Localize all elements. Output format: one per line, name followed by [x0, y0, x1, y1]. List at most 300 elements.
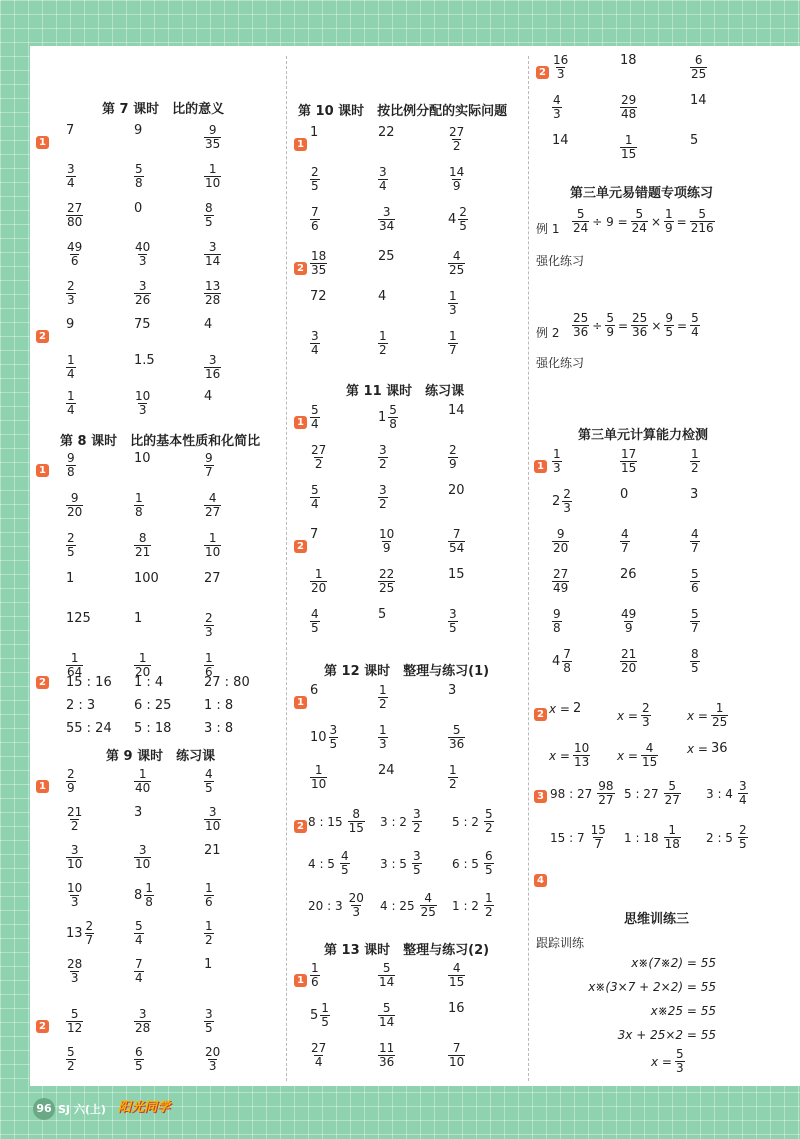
numerator: 8 [138, 531, 147, 545]
answer-value: 25 [378, 249, 395, 264]
fraction [310, 250, 327, 277]
fraction [310, 764, 327, 791]
numerator: 3 [412, 807, 421, 821]
ratio-text: 6 : 5 [452, 856, 479, 871]
ratio-text: 3 : 2 [380, 814, 407, 829]
fraction [134, 241, 151, 268]
numerator: 1 [311, 961, 319, 975]
denominator: 15 [621, 147, 637, 162]
answer-cell [204, 492, 221, 519]
answer-cell [448, 568, 465, 581]
answer-value: 14 [552, 133, 569, 148]
denominator: 7 [691, 621, 699, 636]
answer-cell [452, 850, 494, 877]
answer-value: 5 [690, 133, 699, 148]
question-number-badge: 2 [536, 66, 549, 79]
section-title: 第 9 课时 练习课 [106, 749, 216, 764]
answer-cell [66, 390, 76, 417]
question-number-badge: 3 [534, 790, 547, 803]
denominator: 15 [621, 461, 637, 476]
fraction [204, 452, 214, 479]
answer-cell [690, 448, 700, 475]
numerator: 4 [208, 491, 217, 505]
answer-cell [552, 568, 569, 595]
derivation-line: x※(3×7 + 2×2) = 55 [588, 980, 716, 994]
fraction [378, 484, 388, 511]
question-number-badge: 4 [534, 874, 547, 887]
numerator: 22 [379, 567, 395, 581]
numerator: 5 [635, 207, 644, 221]
fraction [420, 892, 437, 919]
fraction [690, 448, 700, 475]
numerator: 5 [382, 961, 391, 975]
denominator: 64 [67, 665, 83, 680]
denominator: 2 [314, 457, 323, 472]
answer-cell [552, 54, 569, 81]
answer-cell [620, 648, 637, 675]
answer-cell [378, 962, 395, 989]
derivation-line: x※(7※2) = 55 [631, 956, 716, 970]
fraction [310, 444, 327, 471]
answer-cell [448, 166, 465, 193]
denominator: 8 [145, 895, 153, 910]
answer-cell [620, 94, 637, 121]
fraction [448, 962, 465, 989]
denominator: 3 [449, 303, 457, 318]
answer-cell [134, 958, 144, 985]
answer-cell [66, 722, 112, 735]
numerator: 1 [208, 531, 217, 545]
fraction [378, 206, 395, 233]
numerator: 1 [205, 651, 213, 665]
variable-x: x = [617, 748, 638, 763]
denominator: 25 [691, 67, 707, 82]
operator: ÷ [592, 318, 603, 333]
answer-cell [204, 163, 221, 190]
question-number-badge: 2 [294, 820, 307, 833]
numerator: 14 [449, 165, 465, 179]
denominator: 8 [389, 417, 397, 432]
numerator: 9 [205, 451, 213, 465]
numerator: 98 [598, 779, 614, 793]
denominator: 3 [67, 293, 75, 308]
answer-cell [204, 241, 221, 268]
numerator: 49 [67, 240, 83, 254]
numerator: 3 [449, 607, 457, 621]
denominator: 4 [67, 176, 75, 191]
answer-cell [448, 126, 465, 153]
numerator: 1 [208, 162, 217, 176]
numerator: 10 [67, 881, 83, 895]
footer-grade-code: SJ 六(上) [58, 1103, 106, 1116]
denominator: 4 [135, 933, 143, 948]
answer-cell [378, 250, 395, 263]
fraction [388, 404, 398, 431]
fraction [664, 780, 681, 807]
numerator: 3 [379, 165, 387, 179]
denominator: 5 [738, 837, 747, 852]
fraction [620, 608, 637, 635]
answer-cell [204, 699, 233, 712]
fraction [66, 241, 83, 268]
denominator: 21 [135, 545, 151, 560]
answer-cell [310, 962, 320, 989]
numerator: 5 [452, 723, 461, 737]
numerator: 3 [329, 723, 338, 737]
denominator: 28 [205, 293, 221, 308]
question-number-badge: 1 [294, 138, 307, 151]
numerator: 3 [138, 1007, 147, 1021]
answer-cell [204, 722, 233, 735]
numerator: 21 [621, 647, 637, 661]
answer-cell [448, 528, 465, 555]
answer-value: 1 [310, 125, 319, 140]
fraction [448, 444, 458, 471]
page-number: 96 [33, 1098, 55, 1120]
numerator: 3 [379, 443, 387, 457]
answer-cell [134, 844, 151, 871]
answer-cell [134, 241, 151, 268]
denominator: 36 [573, 325, 589, 340]
fraction [711, 702, 728, 729]
answer-cell [614, 702, 651, 729]
denominator: 6 [691, 581, 699, 596]
fraction [664, 208, 674, 235]
answer-value: 4 [204, 317, 213, 332]
fraction [562, 488, 572, 515]
numerator: 2 [67, 767, 75, 781]
fraction [310, 330, 320, 357]
variable-x: x = [687, 708, 708, 723]
answer-cell [310, 250, 327, 277]
numerator: 1 [379, 329, 387, 343]
denominator: 5 [311, 179, 319, 194]
answer-cell [66, 452, 76, 479]
fraction [134, 958, 144, 985]
fraction [664, 312, 674, 339]
answer-value: 7 [66, 123, 75, 138]
numerator: 5 [311, 483, 319, 497]
answer-value: 5 : 18 [134, 721, 172, 736]
fraction [329, 724, 339, 751]
answer-cell [66, 492, 83, 519]
denominator: 15 [641, 755, 658, 770]
numerator: 20 [348, 891, 364, 905]
numerator: 1 [205, 881, 213, 895]
fraction [448, 330, 458, 357]
numerator: 5 [698, 207, 706, 221]
denominator: 3 [379, 737, 387, 752]
denominator: 25 [379, 581, 395, 596]
answer-cell [66, 676, 112, 689]
answer-value: 26 [620, 567, 637, 582]
answer-value: 125 [66, 611, 91, 626]
answer-cell [66, 532, 76, 559]
answer-value: 18 [620, 53, 637, 68]
numerator: 1 [449, 763, 457, 777]
denominator: 10 [67, 857, 83, 872]
fraction [320, 1002, 330, 1029]
denominator: 35 [205, 137, 221, 152]
answer-cell [620, 134, 637, 161]
answer-cell [620, 488, 628, 501]
denominator: 8 [135, 176, 143, 191]
answer-value: 3 [690, 487, 699, 502]
fraction [204, 1046, 221, 1073]
fraction [204, 806, 221, 833]
answer-cell [690, 648, 700, 675]
mixed-whole: 2 [552, 494, 561, 510]
denominator: 13 [573, 755, 590, 770]
numerator: 1 [321, 1001, 329, 1015]
numerator: 4 [452, 961, 461, 975]
answer-cell [134, 318, 151, 331]
fraction [310, 404, 320, 431]
answer-value: 100 [134, 571, 159, 586]
section-title: 第 7 课时 比的意义 [102, 102, 225, 117]
answer-value: 6 : 25 [134, 698, 172, 713]
numerator: 5 [382, 1001, 391, 1015]
denominator: 4 [311, 343, 319, 358]
fraction [134, 390, 151, 417]
fraction [690, 608, 700, 635]
variable-x: x = [549, 701, 570, 716]
answer-cell [448, 206, 468, 233]
answer-cell [706, 824, 748, 851]
fraction [573, 742, 590, 769]
fraction [66, 163, 76, 190]
denominator: 8 [135, 505, 143, 520]
numerator: 7 [311, 205, 319, 219]
answer-value: 14 [690, 93, 707, 108]
fraction [134, 280, 151, 307]
answer-cell [134, 280, 151, 307]
fraction [572, 208, 589, 235]
fraction [448, 166, 465, 193]
answer-cell [690, 488, 698, 501]
answer-cell [134, 492, 144, 519]
answer-value: 27 [204, 571, 221, 586]
answer-value: 22 [378, 125, 395, 140]
ratio-text: 5 : 2 [452, 814, 479, 829]
fraction [66, 1046, 76, 1073]
answer-value: 15 [448, 567, 465, 582]
denominator: 25 [420, 905, 436, 920]
answer-cell [378, 764, 395, 777]
answer-cell [310, 1042, 327, 1069]
section-title: 第三单元计算能力检测 [578, 428, 709, 443]
fraction [66, 452, 76, 479]
section-title: 第 8 课时 比的基本性质和化简比 [60, 434, 261, 449]
denominator: 2 [205, 933, 213, 948]
answer-cell [546, 702, 581, 715]
section-title: 第 11 课时 练习课 [346, 384, 465, 399]
fraction [572, 312, 589, 339]
fraction [378, 684, 388, 711]
answer-cell [66, 1008, 83, 1035]
answer-cell [134, 1046, 144, 1073]
answer-value: 1 : 4 [134, 675, 164, 690]
section-title: 思维训练三 [624, 912, 690, 927]
fraction [310, 568, 327, 595]
operator: = [676, 214, 687, 229]
answer-cell [380, 808, 422, 835]
denominator: 27 [205, 505, 221, 520]
numerator: 7 [135, 957, 143, 971]
numerator: 27 [67, 201, 83, 215]
answer-cell [134, 452, 151, 465]
answer-cell [134, 532, 151, 559]
answer-cell [378, 126, 395, 139]
fraction [597, 780, 614, 807]
denominator: 7 [205, 465, 213, 480]
answer-cell [310, 330, 320, 357]
mixed-whole: 13 [66, 926, 83, 942]
answer-cell [134, 699, 171, 712]
numerator: 1 [67, 353, 75, 367]
answer-cell [378, 608, 386, 621]
answer-cell [66, 572, 74, 585]
fraction [204, 532, 221, 559]
variable-x: x = [651, 1054, 672, 1069]
denominator: 4 [311, 497, 319, 512]
fraction [378, 962, 395, 989]
fraction [620, 648, 637, 675]
operator: × [651, 318, 662, 333]
answer-value: 1 [204, 957, 213, 972]
mixed-whole: 10 [310, 730, 327, 746]
answer-value: 1 [134, 611, 143, 626]
denominator: 20 [311, 581, 327, 596]
question-number-badge: 1 [36, 136, 49, 149]
fraction [484, 892, 494, 919]
fraction [448, 250, 465, 277]
numerator: 5 [484, 807, 493, 821]
numerator: 2 [449, 443, 457, 457]
numerator: 3 [70, 843, 79, 857]
numerator: 3 [208, 240, 217, 254]
numerator: 13 [205, 279, 221, 293]
answer-cell [378, 444, 388, 471]
fraction [204, 354, 221, 381]
answer-value: 2 [572, 701, 582, 716]
numerator: 5 [135, 919, 143, 933]
answer-cell [310, 568, 327, 595]
denominator: 5 [205, 781, 213, 796]
fraction [378, 330, 388, 357]
denominator: 5 [459, 219, 467, 234]
numerator: 1 [67, 389, 75, 403]
answer-cell [204, 354, 221, 381]
denominator: 36 [379, 1055, 395, 1070]
question-number-badge: 2 [36, 676, 49, 689]
answer-cell [310, 404, 320, 431]
numerator: 3 [67, 162, 75, 176]
answer-cell [690, 94, 707, 107]
fraction [340, 850, 350, 877]
mixed-whole: 1 [378, 410, 387, 426]
question-number-badge: 2 [534, 708, 547, 721]
answer-cell [204, 676, 250, 689]
numerator: 1 [205, 919, 213, 933]
answer-cell [310, 684, 318, 697]
answer-cell [690, 528, 700, 555]
numerator: 25 [632, 311, 648, 325]
answer-value: 72 [310, 289, 327, 304]
denominator: 20 [621, 661, 637, 676]
answer-value: 3 : 8 [204, 721, 234, 736]
answer-cell [378, 1002, 395, 1029]
numerator: 4 [452, 249, 461, 263]
denominator: 40 [135, 781, 151, 796]
denominator: 3 [352, 905, 361, 920]
answer-value: 1.5 [134, 353, 155, 368]
denominator: 7 [691, 541, 699, 556]
final-answer [648, 1048, 685, 1075]
numerator: 1 [665, 207, 673, 221]
answer-cell [66, 920, 94, 947]
denominator: 5 [340, 863, 349, 878]
answer-cell [624, 824, 681, 851]
answer-cell [378, 166, 388, 193]
answer-cell [448, 484, 465, 497]
fraction [134, 768, 151, 795]
denominator: 2 [67, 1059, 75, 1074]
numerator: 25 [573, 311, 589, 325]
variable-x: x = [549, 748, 570, 763]
denominator: 35 [311, 263, 327, 278]
numerator: 1 [449, 329, 457, 343]
denominator: 5 [691, 661, 699, 676]
answer-cell [624, 780, 681, 807]
numerator: 1 [314, 763, 323, 777]
fraction [631, 208, 648, 235]
fraction [448, 290, 458, 317]
numerator: 1 [484, 891, 493, 905]
denominator: 5 [329, 737, 338, 752]
fraction [134, 532, 151, 559]
denominator: 6 [205, 895, 213, 910]
derivation-line: 3x + 25×2 = 55 [617, 1028, 716, 1042]
answer-cell [204, 318, 212, 331]
denominator: 9 [452, 179, 461, 194]
answer-value: 9 [134, 123, 143, 138]
mixed-whole: 4 [552, 654, 561, 670]
fraction [134, 844, 151, 871]
denominator: 5 [484, 863, 493, 878]
question-number-badge: 1 [294, 416, 307, 429]
denominator: 3 [70, 971, 79, 986]
denominator: 10 [205, 545, 221, 560]
numerator: 2 [205, 611, 213, 625]
numerator: 2 [67, 531, 75, 545]
numerator: 10 [379, 527, 395, 541]
answer-cell [310, 206, 320, 233]
fraction [448, 608, 458, 635]
answer-cell [134, 768, 151, 795]
numerator: 5 [668, 779, 677, 793]
numerator: 1 [138, 651, 147, 665]
fraction [631, 312, 648, 339]
section-title: 第三单元易错题专项练习 [570, 186, 714, 201]
denominator: 5 [67, 545, 75, 560]
denominator: 26 [135, 293, 151, 308]
answer-cell [134, 612, 142, 625]
denominator: 216 [690, 221, 714, 236]
answer-cell [66, 163, 76, 190]
answer-cell [134, 1008, 151, 1035]
answer-cell [706, 780, 748, 807]
